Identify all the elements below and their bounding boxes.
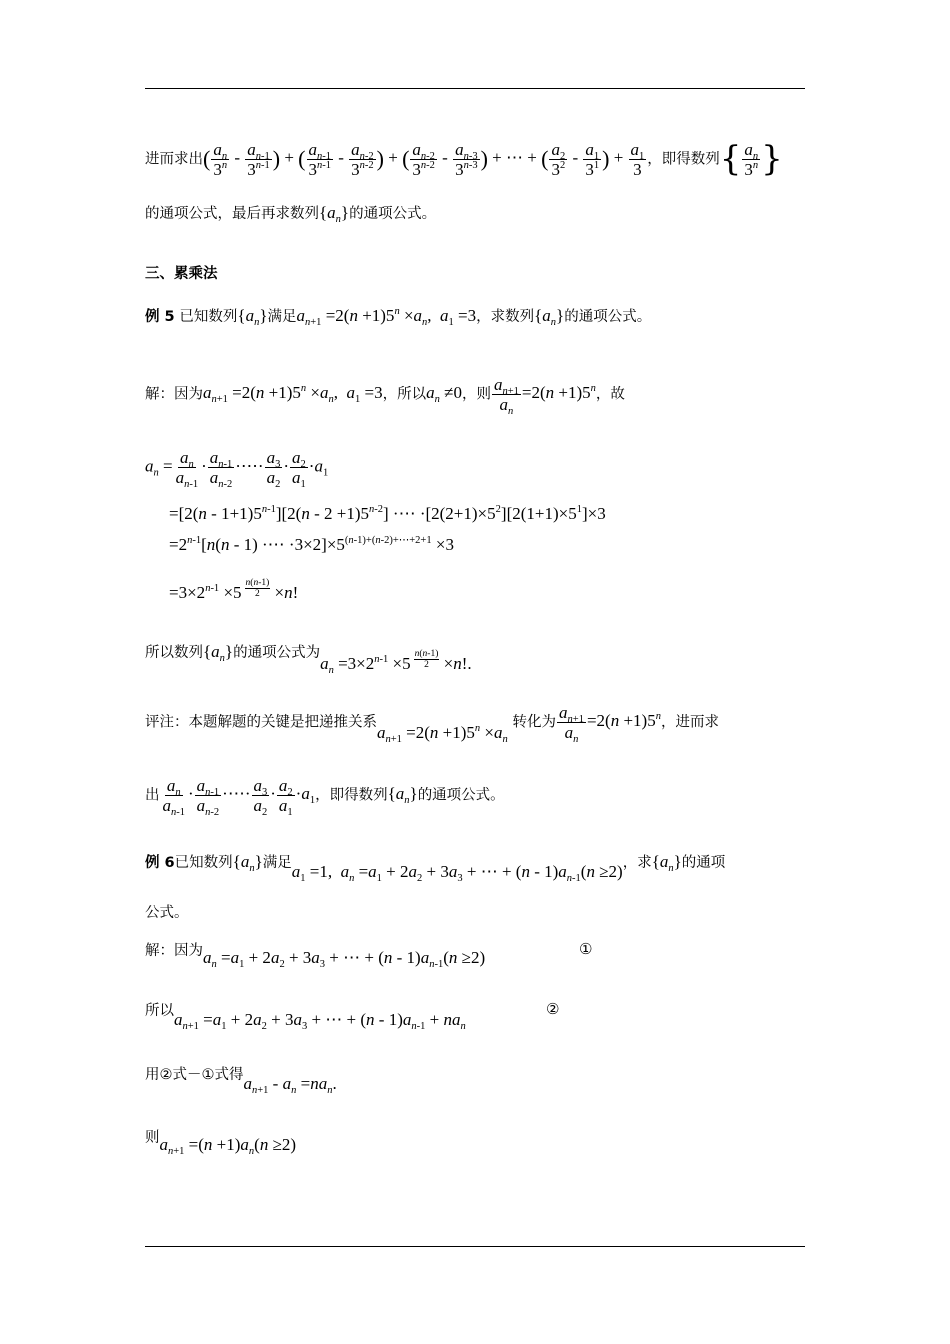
example5-statement: 例 5 已知数列$\{a_n\}$满足$a_{n+1} =2(n +1)5^n \times a_n$, $a_1 =3$，求数列$\{a_n\}$的通项公式。 (145, 306, 652, 328)
example5-conclusion: 所以数列$\{a_n\}$的通项公式为$a_n =3\times 2^{n-1} \times 5$ $\frac{n(n-1)}{2}$ ×n!. (145, 642, 472, 676)
equation-marker-1: ① (579, 940, 593, 958)
example6-statement: 例 6已知数列$\{a_n\}$满足$a_1 =1$, $a_n =a_1 + 2a_2 + 3a_3$ + ⋯ + $(n - 1)a_{n-1}(n \ge 2)$，求$\{a_n\}$的通项 (145, 852, 726, 884)
intro-seq-an-over-3n: { $\frac{a_n}{3^n}$ } (719, 139, 783, 180)
header-rule (145, 88, 805, 89)
equation-marker-2: ② (546, 1000, 560, 1018)
ex6-condition: $a_1 =1$, $a_n =a_1 + 2a_2 + 3a_3$ + ⋯ + $(n - 1)a_{n-1}(n \ge 2)$ (291, 862, 623, 884)
section-title: 三、累乘法 (145, 266, 218, 282)
example6-result: 则$a_{n+1} =(n +1)a_n(n \ge 2)$ (145, 1130, 297, 1157)
ex5-answer: $a_n =3\times 2^{n-1} \times 5$ $\frac{n(n-1)}{2}$ ×n!. (320, 649, 472, 676)
example6-statement-line2: 公式。 (145, 905, 189, 921)
example5-note: 评注：本题解题的关键是把递推关系$a_{n+1} =2(n +1)5^n \times a_n$ 转化为 $\frac{a_{n+1}}{a_n}$ $=2(n +1)5^n$，进而求 (145, 703, 719, 746)
derivation-line-1: $a_n$ = $\frac{a_n}{a_{n-1}}$ · $\frac{a_{n-1}}{a_{n-2}}$ ·⋯· $\frac{a_3}{a_2}$ · $\frac{a_2}{a_1}$ $\cdot a_1$ (145, 448, 329, 490)
derivation-line-2: $=[2(n - 1+1)5^{n-1}][2(n - 2 +1)5^{n-2}]$ ·⋯ $\cdot[2(2+1)\times 5^2][2(1+1)\times 5^1]\times 3$ (169, 504, 606, 523)
example6-equation-2: 所以$a_{n+1} =a_1 + 2a_2 + 3a_3$ + ⋯ + $(n - 1)a_{n-1} + na_n$ (145, 1003, 466, 1032)
ex5-recurrence: $a_{n+1} =2(n +1)5^n \times a_n$, $a_1 =3$ (296, 306, 477, 328)
derivation-line-4: $=3\times 2^{n-1} \times 5$ $\frac{n(n-1)}{2}$ ×n! (169, 578, 299, 602)
intro-line: 进而求出( $\frac{a_n}{3^n}$ - $\frac{a_{n-1}}{3^{n-1}}$ ) + ( $\frac{a_{n-1}}{3^{n-1}}$ - $\frac{a_{n-2}}{3^{n-2}}$ ) + ( $\frac{a_{n-2}}{3^{n-2}}$ - $\frac{a_{n-3}}{3^{n-3}}$ ) + ⋯ + ( $\frac{a_2}{3^2}$ - $\frac{a_1}{3^1}$ ) + $\frac{a_1}{3}$ ，即得数列{ $\frac{a_n}{3^n}$ } (145, 139, 783, 180)
example6-subtract: 用②式－①式得$a_{n+1} - a_n =na_n$. (145, 1067, 337, 1096)
derivation-line-3: $=2^{n-1}[n(n - 1)$ ·⋯ $\cdot 3\times 2]\times 5^{(n-1)+(n-2)+\cdots+2+1} \times 3$ (169, 535, 454, 554)
intro-sum-formula: ( $\frac{a_n}{3^n}$ - $\frac{a_{n-1}}{3^{n-1}}$ ) + ( $\frac{a_{n-1}}{3^{n-1}}$ - $\frac{a_{n-2}}{3^{n-2}}$ ) + ( $\frac{a_{n-2}}{3^{n-2}}$ - $\frac{a_{n-3}}{3^{n-3}}$ ) + ⋯ + ( $\frac{a_2}{3^2}$ - $\frac{a_1}{3^1}$ ) + $\frac{a_1}{3}$ (203, 140, 645, 179)
seq-an: $\{a_n\}$ (319, 203, 350, 225)
example5-note-line2: 出 $\frac{a_n}{a_{n-1}}$ · $\frac{a_{n-1}}{a_{n-2}}$ ·⋯· $\frac{a_3}{a_2}$ · $\frac{a_2}{a_1}$ $\cdot a_1$，即得数列$\{a_n\}$的通项公式。 (145, 776, 505, 818)
example5-solution-intro: 解：因为$a_{n+1} =2(n +1)5^n \times a_n$, $a_1 =3$，所以$a_n \ne 0$，则 $\frac{a_{n+1}}{a_n}$ $=2(n +1)5^n$，故 (145, 375, 625, 417)
footer-rule (145, 1246, 805, 1247)
example6-equation-1: 解：因为$a_n =a_1 + 2a_2 + 3a_3$ + ⋯ + $(n - 1)a_{n-1}(n \ge 2)$ (145, 943, 486, 970)
intro-line2: 的通项公式，最后再求数列$\{a_n\}$的通项公式。 (145, 203, 437, 225)
